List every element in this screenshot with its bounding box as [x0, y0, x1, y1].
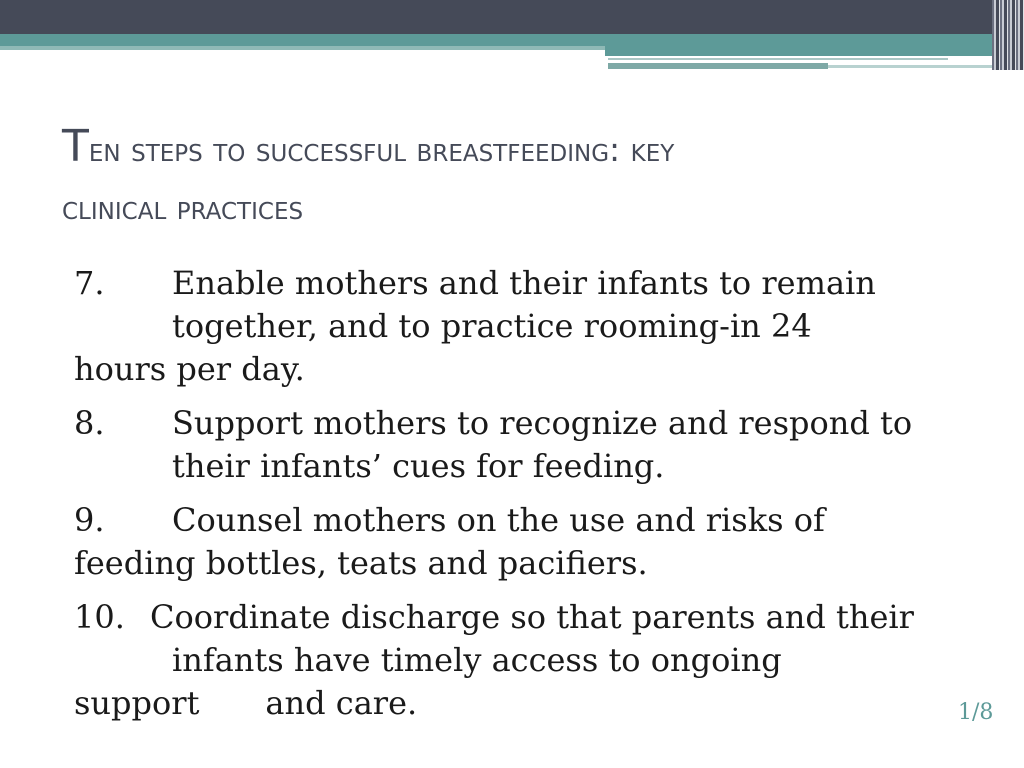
item-text-line: Support mothers to recognize and respond to: [172, 404, 913, 442]
item-number: 9.: [74, 501, 105, 539]
page-number: 1/8: [958, 700, 994, 725]
item-text-line: feeding bottles, teats and pacifiers.: [74, 544, 648, 582]
header-stripes: [992, 0, 1024, 70]
item-text-line: infants have timely access to ongoing: [172, 641, 782, 679]
list-item-10: [74, 596, 954, 725]
item-text-line: hours per day.: [74, 350, 305, 388]
item-text-line: Counsel mothers on the use and risks of: [172, 501, 825, 539]
header-band: [0, 0, 1024, 34]
header-accent-line: [608, 58, 948, 60]
list-item-9: [74, 499, 954, 585]
slide-body: [74, 262, 954, 736]
slide-title: [62, 118, 962, 237]
header-accent-step: [605, 46, 1024, 56]
header-accent-shadow: [0, 46, 605, 50]
item-number: 10.: [74, 598, 125, 636]
list-item-7: [74, 262, 954, 391]
item-text-line: support: [74, 684, 200, 722]
list-item-8: [74, 402, 954, 488]
item-text-line: together, and to practice rooming-in 24: [172, 307, 812, 345]
title-initial: T: [62, 121, 89, 172]
item-text-line: and care.: [265, 684, 418, 722]
title-line1-rest: en steps to successful breastfeeding: key: [88, 130, 675, 169]
item-number: 8.: [74, 404, 105, 442]
header-accent-line: [608, 63, 828, 69]
item-text-line: Enable mothers and their infants to remain: [172, 264, 876, 302]
item-text-line: Coordinate discharge so that parents and their: [150, 598, 914, 636]
item-text-line: their infants’ cues for feeding.: [172, 447, 665, 485]
header-accent-band: [0, 34, 1024, 46]
title-line2: clinical practices: [62, 188, 304, 227]
item-number: 7.: [74, 264, 105, 302]
